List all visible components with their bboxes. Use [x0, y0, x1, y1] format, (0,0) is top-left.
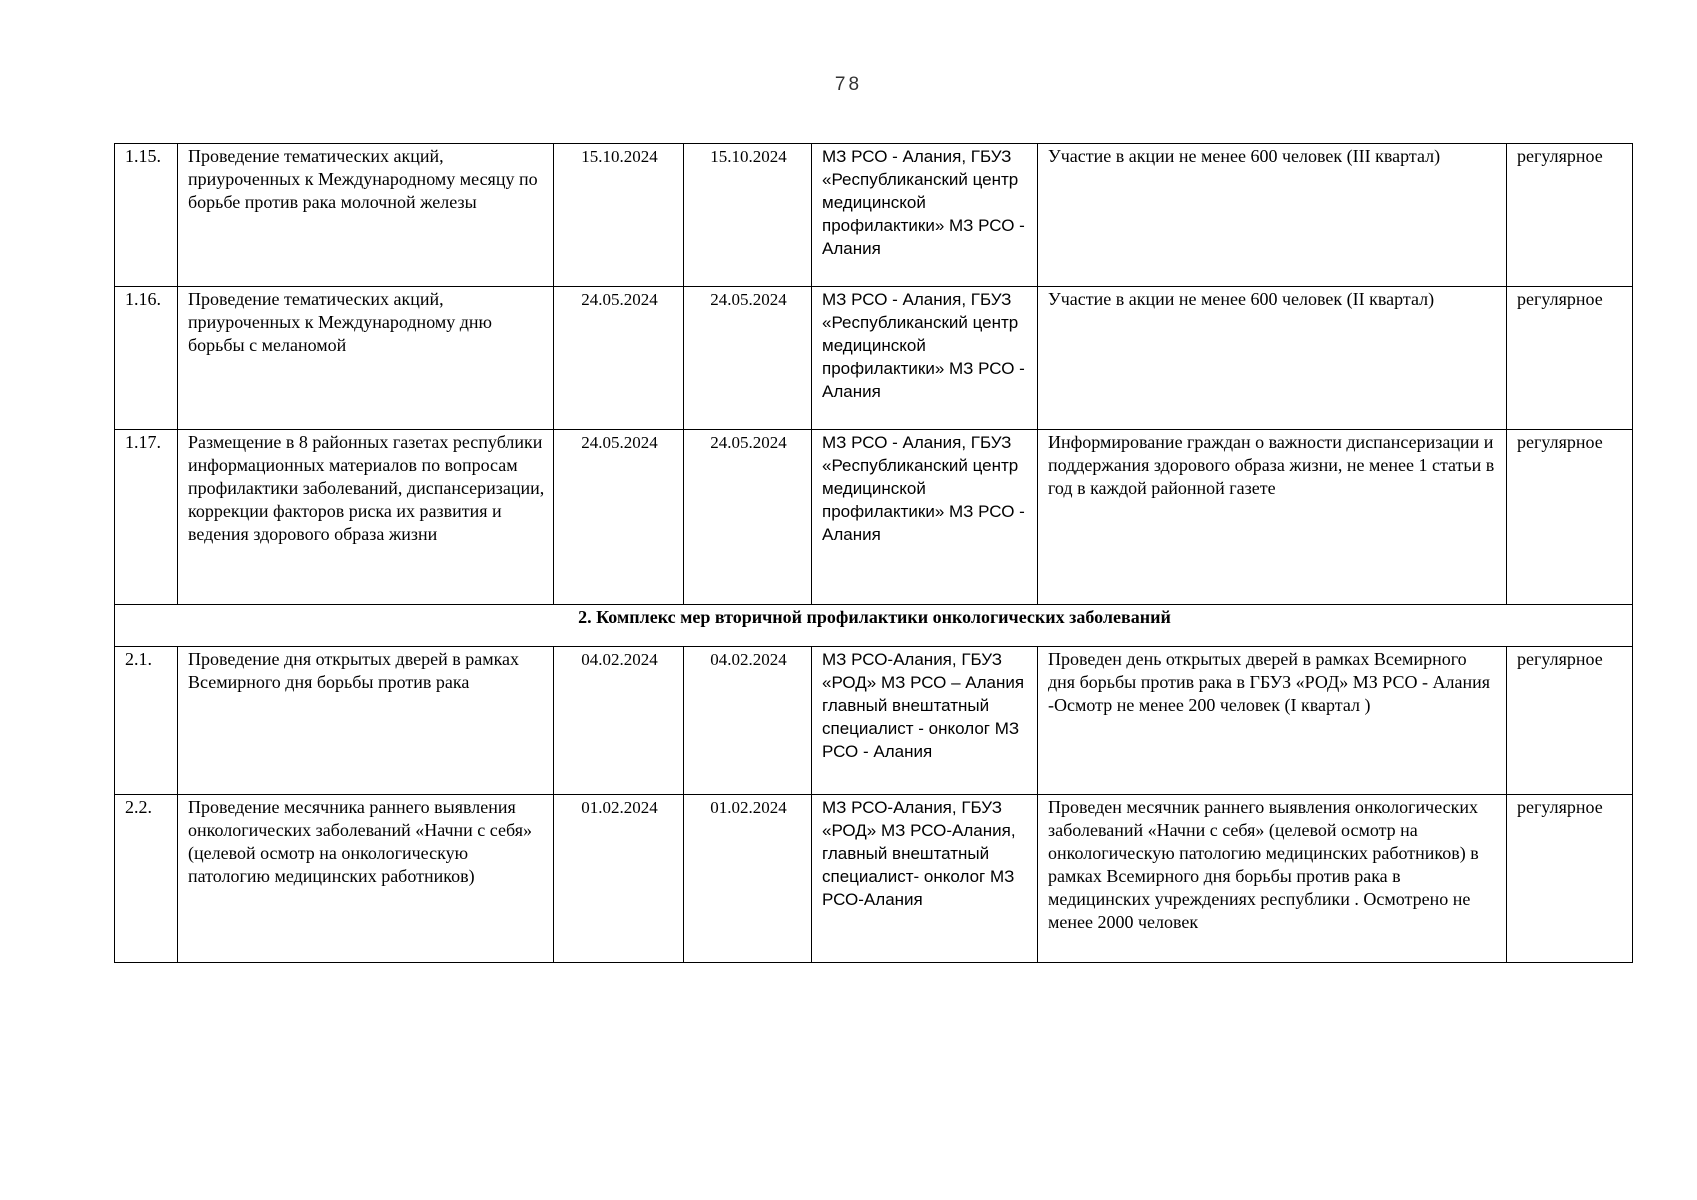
start-date: 04.02.2024	[554, 647, 684, 795]
start-date: 01.02.2024	[554, 795, 684, 963]
row-number: 1.15.	[115, 144, 178, 287]
row-number: 1.17.	[115, 430, 178, 605]
status: регулярное	[1507, 430, 1633, 605]
section-header-row	[115, 605, 1633, 647]
event-description: Проведение тематических акций, приуроченных к Международному дню борьбы с меланомой	[178, 287, 554, 430]
event-description: Размещение в 8 районных газетах республики информационных материалов по вопросам профилактики заболеваний, диспансеризации, коррекции факторов риска их развития и ведения здорового образа жизни	[178, 430, 554, 605]
table-row	[115, 144, 1633, 287]
table-row	[115, 430, 1633, 605]
table-row	[115, 647, 1633, 795]
expected-result: Проведен месячник раннего выявления онкологических заболеваний «Начни с себя» (целевой осмотр на онкологическую патологию медицинских работников) в рамках Всемирного дня борьбы против рака в медицинских учреждениях республики . Осмотрено не менее 2000 человек	[1038, 795, 1507, 963]
start-date: 24.05.2024	[554, 430, 684, 605]
plan-table	[114, 143, 1633, 963]
expected-result	[1038, 647, 1507, 795]
result-text: -Осмотр не менее 200 человек (I квартал )	[1048, 695, 1371, 715]
end-date: 24.05.2024	[684, 430, 812, 605]
responsible: МЗ РСО-Алания, ГБУЗ «РОД» МЗ РСО – Алания главный внештатный специалист - онколог МЗ РСО - Алания	[812, 647, 1038, 795]
page-number: 78	[834, 74, 863, 95]
status: регулярное	[1507, 144, 1633, 287]
status: регулярное	[1507, 795, 1633, 963]
start-date: 24.05.2024	[554, 287, 684, 430]
end-date: 01.02.2024	[684, 795, 812, 963]
event-description: Проведение месячника раннего выявления онкологических заболеваний «Начни с себя» (целевой осмотр на онкологическую патологию медицинских работников)	[178, 795, 554, 963]
end-date: 15.10.2024	[684, 144, 812, 287]
status: регулярное	[1507, 287, 1633, 430]
expected-result: Участие в акции не менее 600 человек (III квартал)	[1038, 144, 1507, 287]
expected-result: Информирование граждан о важности диспансеризации и поддержания здорового образа жизни, не менее 1 статьи в год в каждой районной газете	[1038, 430, 1507, 605]
end-date: 04.02.2024	[684, 647, 812, 795]
start-date: 15.10.2024	[554, 144, 684, 287]
event-description: Проведение тематических акций, приуроченных к Международному месяцу по борьбе против рака молочной железы	[178, 144, 554, 287]
responsible: МЗ РСО - Алания, ГБУЗ «Республиканский центр медицинской профилактики» МЗ РСО - Алания	[812, 287, 1038, 430]
row-number: 1.16.	[115, 287, 178, 430]
status: регулярное	[1507, 647, 1633, 795]
responsible: МЗ РСО - Алания, ГБУЗ «Республиканский центр медицинской профилактики» МЗ РСО - Алания	[812, 430, 1038, 605]
expected-result: Участие в акции не менее 600 человек (II квартал)	[1038, 287, 1507, 430]
row-number: 2.1.	[115, 647, 178, 795]
event-description: Проведение дня открытых дверей в рамках Всемирного дня борьбы против рака	[178, 647, 554, 795]
section-title: 2. Комплекс мер вторичной профилактики онкологических заболеваний	[115, 605, 1633, 647]
row-number: 2.2.	[115, 795, 178, 963]
responsible: МЗ РСО-Алания, ГБУЗ «РОД» МЗ РСО-Алания, главный внештатный специалист- онколог МЗ РСО-Алания	[812, 795, 1038, 963]
responsible: МЗ РСО - Алания, ГБУЗ «Республиканский центр медицинской профилактики» МЗ РСО - Алания	[812, 144, 1038, 287]
end-date: 24.05.2024	[684, 287, 812, 430]
table-row	[115, 795, 1633, 963]
result-text: Проведен день открытых дверей в рамках Всемирного дня борьбы против рака в ГБУЗ «РОД» МЗ РСО - Алания	[1048, 649, 1491, 692]
table-row	[115, 287, 1633, 430]
